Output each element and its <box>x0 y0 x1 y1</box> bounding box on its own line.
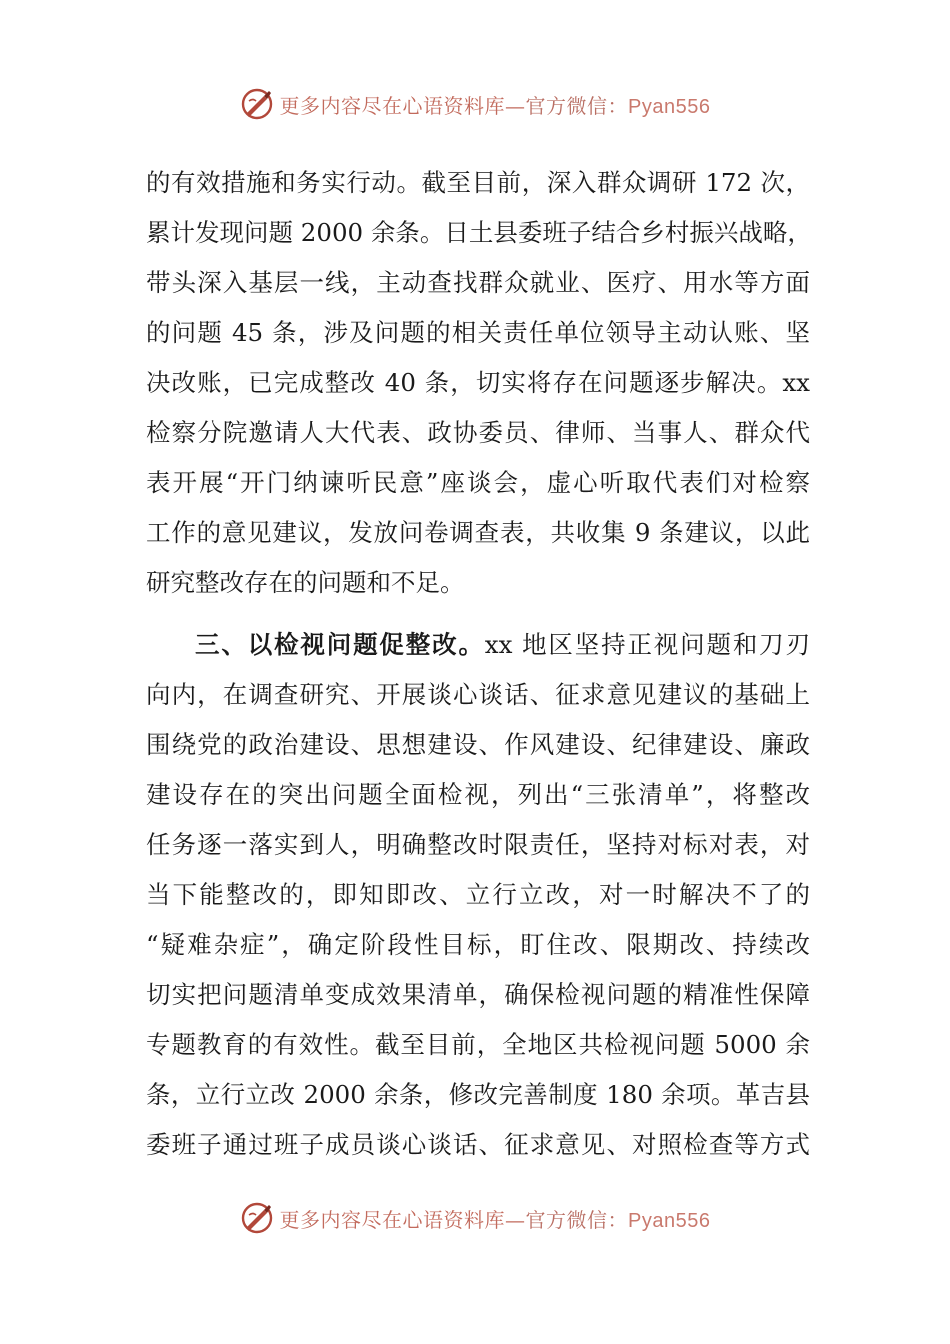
section-heading: 三、以检视问题促整改。 <box>195 630 485 659</box>
banner-handle: Pyan556 <box>628 95 711 118</box>
pen-seal-logo-icon <box>240 1201 274 1235</box>
paragraph-1-line: 表开展“开门纳谏听民意”座谈会，虚心听取代表们对检察 <box>146 468 810 497</box>
banner-handle: Pyan556 <box>628 1209 711 1232</box>
paragraph-2-line: 向内，在调查研究、开展谈心谈话、征求意见建议的基础上 <box>146 680 810 709</box>
paragraph-1-line: 累计发现问题 2000 余条。日土县委班子结合乡村振兴战略， <box>146 218 812 247</box>
paragraph-2-line: 建设存在的突出问题全面检视，列出“三张清单”，将整改 <box>146 780 810 809</box>
paragraph-2-line: 委班子通过班子成员谈心谈话、征求意见、对照检查等方式 <box>146 1130 810 1159</box>
banner-text <box>280 90 711 119</box>
paragraph-1-line: 检察分院邀请人大代表、政协委员、律师、当事人、群众代 <box>146 418 810 447</box>
paragraph-1-line: 决改账，已完成整改 40 条，切实将存在问题逐步解决。xx <box>146 368 810 397</box>
paragraph-gap <box>146 608 810 620</box>
paragraph-1-line: 研究整改存在的问题和不足。 <box>146 568 465 597</box>
paragraph-2-line: 当下能整改的，即知即改、立行立改，对一时解决不了的 <box>146 880 810 909</box>
paragraph-2-first-line <box>146 620 810 670</box>
paragraph-1-line: 带头深入基层一线，主动查找群众就业、医疗、用水等方面 <box>146 268 810 297</box>
paragraph-2 <box>146 620 810 1170</box>
banner-wechat-label: 官方微信： <box>525 1207 629 1232</box>
paragraph-1-line: 工作的意见建议，发放问卷调查表，共收集 9 条建议，以此 <box>146 518 810 547</box>
paragraph-1 <box>146 158 810 608</box>
banner-dash: — <box>505 1207 526 1232</box>
paragraph-1-line: 的有效措施和务实行动。截至目前，深入群众调研 172 次， <box>146 168 810 197</box>
body-text <box>146 158 810 1170</box>
banner-text <box>280 1204 711 1233</box>
banner-main-text: 更多内容尽在心语资料库 <box>279 1207 506 1232</box>
paragraph-2-line: 切实把问题清单变成效果清单，确保检视问题的精准性保障 <box>146 980 810 1009</box>
header-banner <box>0 84 950 124</box>
pen-seal-logo-icon <box>240 87 274 121</box>
banner-wechat-label: 官方微信： <box>525 93 629 118</box>
paragraph-2-line: “疑难杂症”，确定阶段性目标，盯住改、限期改、持续改 <box>146 930 810 959</box>
paragraph-2-line: 任务逐一落实到人，明确整改时限责任，坚持对标对表，对 <box>146 830 810 859</box>
paragraph-2-line: 专题教育的有效性。截至目前，全地区共检视问题 5000 余 <box>146 1030 810 1059</box>
footer-banner <box>0 1198 950 1238</box>
banner-main-text: 更多内容尽在心语资料库 <box>279 93 506 118</box>
paragraph-2-first-line-rest: xx 地区坚持正视问题和刀刃 <box>484 630 811 659</box>
paragraph-1-line: 的问题 45 条，涉及问题的相关责任单位领导主动认账、坚 <box>146 318 810 347</box>
paragraph-2-line: 围绕党的政治建设、思想建设、作风建设、纪律建设、廉政 <box>146 730 810 759</box>
paragraph-2-line: 条，立行立改 2000 余条，修改完善制度 180 余项。革吉县 <box>146 1080 810 1109</box>
banner-dash: — <box>505 93 526 118</box>
